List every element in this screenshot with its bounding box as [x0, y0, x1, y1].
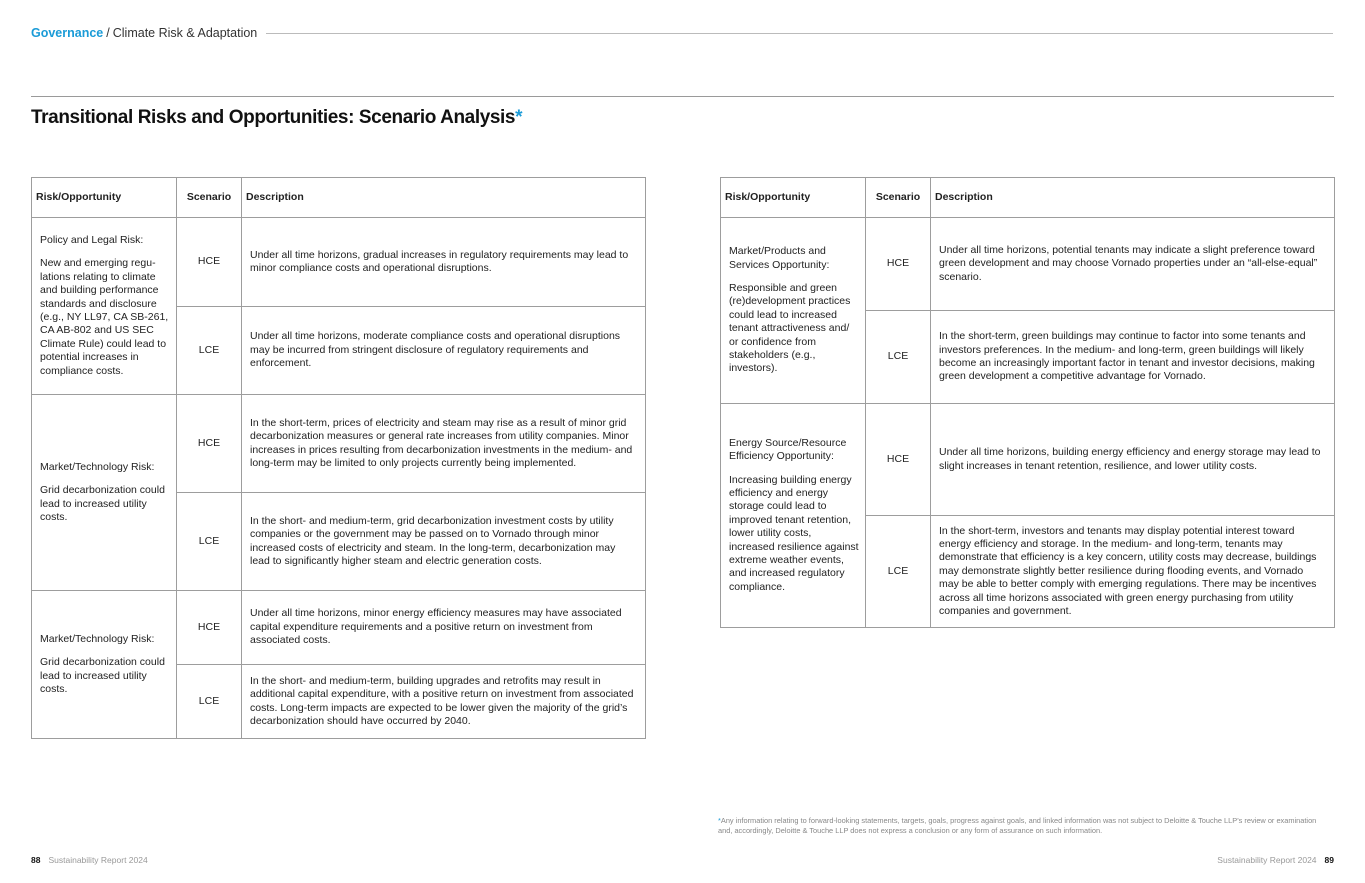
title-asterisk: * — [515, 107, 523, 128]
description-cell: In the short-term, green buildings may continue to factor into some tenants and investors preferences. In the medium- and long-term, green buildings will likely become an increasingly important factor in tenant and investor decisions, making green development a competitive advantage for Vornado. — [931, 311, 1335, 404]
scenario-cell: LCE — [177, 665, 242, 739]
header-risk-opportunity: Risk/Opportunity — [721, 178, 866, 218]
risk-detail: Grid decarbonization could lead to increased utility costs. — [40, 484, 165, 523]
description-cell: Under all time horizons, moderate compliance costs and operational disruptions may be incurred from stringent disclosure of regulatory requirements and enforcement. — [242, 307, 646, 395]
risk-detail: Grid decarbonization could lead to increased utility costs. — [40, 656, 165, 695]
breadcrumb-current-page: Climate Risk & Adaptation — [112, 26, 258, 40]
table-header-row — [32, 178, 646, 218]
risk-opportunity-cell — [32, 395, 177, 591]
footnote — [718, 816, 1328, 836]
breadcrumb-section-link[interactable]: Governance — [31, 26, 104, 40]
opportunity-label: Energy Source/Resource Efficiency Opportunity: — [729, 436, 847, 463]
risk-opportunity-cell — [32, 591, 177, 739]
scenario-cell: HCE — [177, 218, 242, 307]
table-row — [721, 218, 1335, 311]
risk-label: Policy and Legal Risk: — [40, 233, 144, 246]
risk-opportunity-cell — [32, 218, 177, 395]
opportunity-detail: Responsible and green (re)development practices could lead to increased tenant attractiveness and/ or confidence from stakeholders (e.g., investors). — [729, 281, 851, 375]
opportunity-label: Market/Products and Services Opportunity: — [729, 245, 830, 271]
table-row — [32, 218, 646, 307]
description-cell: Under all time horizons, potential tenants may indicate a slight preference toward green development and may choose Vornado properties under an “all-else-equal” scenario. — [931, 218, 1335, 311]
description-cell: Under all time horizons, building energy efficiency and energy storage may lead to slight increases in tenant retention, resilience, and lower utility costs. — [931, 404, 1335, 516]
page-title-text: Transitional Risks and Opportunities: Scenario Analysis — [31, 107, 516, 128]
page-title — [31, 107, 522, 129]
breadcrumb — [31, 26, 1333, 40]
table-row — [721, 404, 1335, 516]
scenario-table-left — [31, 177, 646, 739]
report-name-left: Sustainability Report 2024 — [48, 855, 148, 865]
risk-opportunity-cell — [721, 218, 866, 404]
table-row — [32, 591, 646, 665]
page-number-left: 88 — [31, 855, 41, 865]
scenario-cell: LCE — [866, 311, 931, 404]
risk-label: Market/Technology Risk: — [40, 460, 155, 473]
header-description: Description — [242, 178, 646, 218]
scenario-cell: HCE — [177, 591, 242, 665]
scenario-cell: HCE — [866, 404, 931, 516]
breadcrumb-divider — [266, 33, 1333, 34]
page-number-right: 89 — [1324, 855, 1334, 865]
header-divider — [31, 96, 1334, 97]
scenario-cell: HCE — [177, 395, 242, 493]
header-scenario: Scenario — [177, 178, 242, 218]
opportunity-detail: Increasing building energy efficiency and energy storage could lead to improved tenant retention, lower utility costs, increased resilience against extreme weather events, and increased regulatory compliance. — [729, 473, 859, 593]
table-header-row — [721, 178, 1335, 218]
footnote-text: Any information relating to forward-looking statements, targets, goals, progress against goals, and linked information was not subject to Deloitte & Touche LLP’s review or examination and, accordingly, Deloitte & Touche LLP does not express a conclusion or any form of assurance on such information. — [718, 816, 1317, 835]
description-cell: Under all time horizons, minor energy efficiency measures may have associated capital expenditure requirements and a positive return on investment from associated costs. — [242, 591, 646, 665]
footer-left — [31, 855, 148, 865]
breadcrumb-separator: / — [106, 26, 110, 40]
risk-detail: New and emerging regu-lations relating to climate and building performance standards and disclosure (e.g., NY LL97, CA SB-261, CA AB-802 and US SEC Climate Rule) could lead to potential increases in compliance costs. — [40, 257, 169, 377]
description-cell: Under all time horizons, gradual increases in regulatory requirements may lead to minor compliance costs and operational disruptions. — [242, 218, 646, 307]
risk-label: Market/Technology Risk: — [40, 632, 155, 645]
header-scenario: Scenario — [866, 178, 931, 218]
description-cell: In the short- and medium-term, grid decarbonization investment costs by utility companies or the government may be passed on to Vornado through minor increased costs of electricity and steam. In the long-term, decarbonization may lead to significantly higher steam and electric generation costs. — [242, 493, 646, 591]
header-risk-opportunity: Risk/Opportunity — [32, 178, 177, 218]
description-cell: In the short-term, prices of electricity and steam may rise as a result of minor grid decarbonization measures or general rate increases from utility companies. Minor increases in prices resulting from decarbonization investments in the medium- and long-term may be limited to only projects currently being implemented. — [242, 395, 646, 493]
description-cell: In the short- and medium-term, building upgrades and retrofits may result in additional capital expenditure, with a positive return on investment from associated costs. Long-term impacts are expected to be lower given the majority of the grid’s decarbonization should have occurred by 2040. — [242, 665, 646, 739]
description-cell: In the short-term, investors and tenants may display potential interest toward energy efficiency and storage. In the medium- and long-term, tenants may demonstrate that efficiency is a key concern, utility costs may decrease, buildings may demonstrate slightly better resilience during flooding events, and Vornado may be able to better comply with emerging regulations. There may be incentives across all time horizons associated with green energy purchasing from utility companies and government. — [931, 516, 1335, 628]
footer-right — [1217, 855, 1334, 865]
scenario-table-right — [720, 177, 1335, 628]
scenario-cell: LCE — [177, 493, 242, 591]
report-name-right: Sustainability Report 2024 — [1217, 855, 1317, 865]
scenario-cell: LCE — [866, 516, 931, 628]
scenario-cell: HCE — [866, 218, 931, 311]
table-row — [32, 395, 646, 493]
scenario-cell: LCE — [177, 307, 242, 395]
risk-opportunity-cell — [721, 404, 866, 628]
header-description: Description — [931, 178, 1335, 218]
footnote-marker: * — [718, 816, 721, 825]
